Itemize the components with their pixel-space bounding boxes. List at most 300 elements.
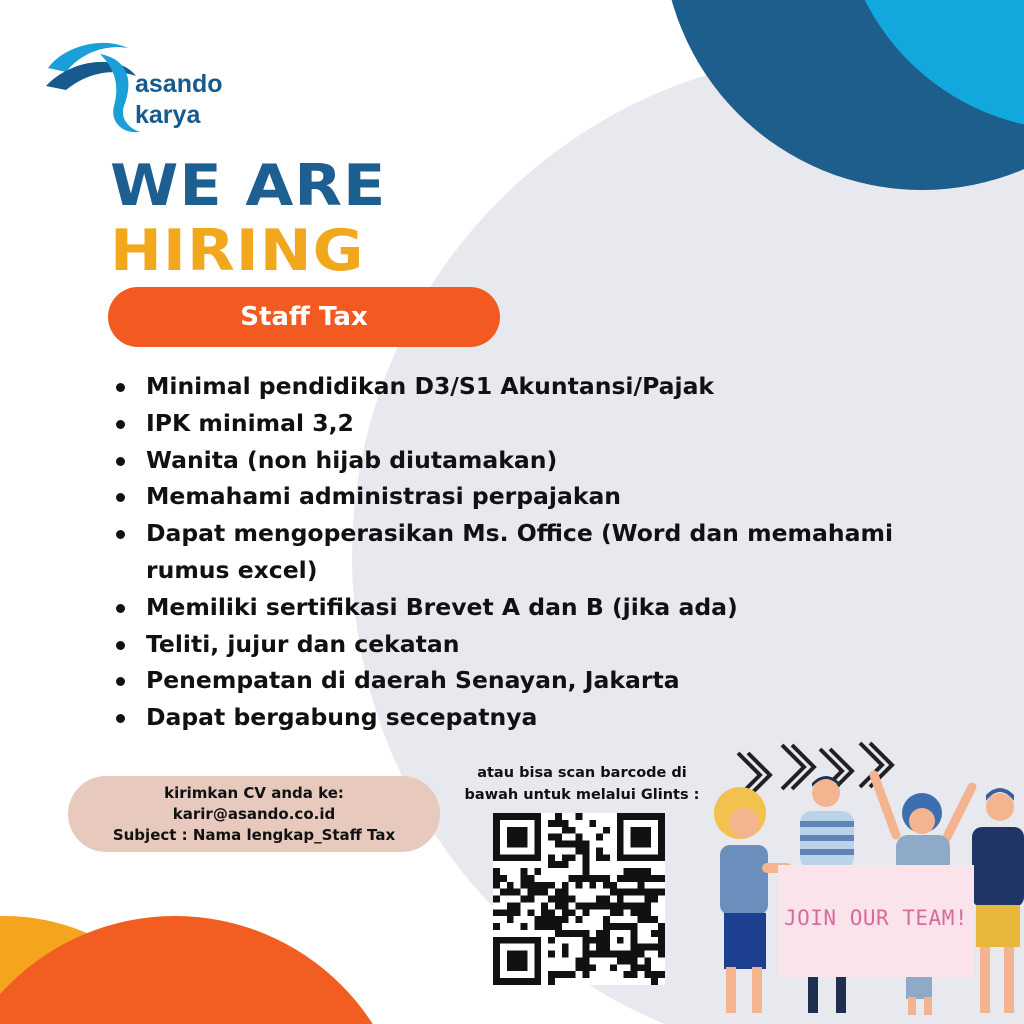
qr-module [582,854,589,861]
qr-module [631,813,638,820]
qr-module [534,820,541,827]
qr-module [582,971,589,978]
qr-module [576,834,583,841]
qr-module [624,951,631,958]
qr-module [651,854,658,861]
qr-module [493,937,500,944]
qr-module [521,882,528,889]
qr-module [562,951,569,958]
qr-module [507,916,514,923]
qr-module [617,841,624,848]
qr-module [507,854,514,861]
qr-module [603,930,610,937]
qr-module [610,964,617,971]
qr-module [500,875,507,882]
qr-module [589,902,596,909]
qr-module [631,889,638,896]
qr-module [603,827,610,834]
qr-module [555,902,562,909]
qr-module [651,978,658,985]
qr-module [631,971,638,978]
qr-module [493,978,500,985]
qr-module [651,889,658,896]
scan-instruction [438,762,726,806]
qr-module [555,841,562,848]
qr-module [644,841,651,848]
qr-module [610,951,617,958]
qr-module [596,937,603,944]
qr-module [521,937,528,944]
qr-module [658,841,665,848]
qr-module [658,930,665,937]
contact-email[interactable]: karir@asando.co.id [172,804,336,823]
qr-module [534,951,541,958]
qr-module [521,957,528,964]
qr-module [644,854,651,861]
qr-module [624,902,631,909]
qr-module [493,868,500,875]
qr-module [596,896,603,903]
qr-module [576,813,583,820]
qr-module [555,813,562,820]
qr-module [644,896,651,903]
qr-module [589,882,596,889]
qr-module [658,854,665,861]
qr-module [493,951,500,958]
qr-module [514,951,521,958]
qr-module [582,930,589,937]
qr-module [624,889,631,896]
qr-module [569,909,576,916]
qr-module [658,971,665,978]
qr-module [631,854,638,861]
qr-module [624,971,631,978]
qr-module [651,896,658,903]
qr-module [631,868,638,875]
company-logo [44,28,244,138]
qr-module [562,854,569,861]
position-title: Staff Tax [240,302,368,332]
qr-module [548,896,555,903]
qr-module [493,813,500,820]
qr-module [555,889,562,896]
qr-module [534,937,541,944]
qr-module [658,875,665,882]
qr-module [582,902,589,909]
qr-module [562,882,569,889]
qr-module [562,861,569,868]
qr-module [493,834,500,841]
qr-module [507,978,514,985]
qr-module [548,861,555,868]
qr-module [644,916,651,923]
qr-module [582,957,589,964]
qr-module [603,916,610,923]
qr-module [589,951,596,958]
qr-module [589,937,596,944]
qr-module [582,951,589,958]
qr-module [644,971,651,978]
qr-module [541,923,548,930]
qr-module [576,930,583,937]
qr-module [617,902,624,909]
headline-hiring: HIRING [110,216,365,284]
qr-module [507,882,514,889]
qr-module [644,889,651,896]
qr-module [493,957,500,964]
qr-module [624,813,631,820]
qr-module [603,951,610,958]
qr-module [493,841,500,848]
requirement-item: Minimal pendidikan D3/S1 Akuntansi/Pajak [116,368,936,405]
qr-module [569,971,576,978]
qr-module [514,964,521,971]
qr-module [541,902,548,909]
qr-module [624,923,631,930]
qr-module [576,964,583,971]
qr-module [534,971,541,978]
qr-module [576,916,583,923]
qr-module [562,889,569,896]
qr-module [514,909,521,916]
contact-subject: Subject : Nama lengkap_Staff Tax [112,825,396,844]
qr-module [562,971,569,978]
qr-module [644,875,651,882]
qr-module [493,882,500,889]
qr-module [637,916,644,923]
qr-module [617,889,624,896]
qr-code[interactable] [493,813,665,985]
qr-module [521,978,528,985]
qr-module [596,951,603,958]
qr-module [644,868,651,875]
qr-module [534,923,541,930]
qr-module [624,875,631,882]
qr-module [507,937,514,944]
qr-module [631,964,638,971]
qr-module [582,964,589,971]
qr-module [507,902,514,909]
qr-module [493,820,500,827]
qr-module [500,909,507,916]
qr-module [637,854,644,861]
qr-module [521,868,528,875]
qr-module [534,847,541,854]
person-4 [972,788,1024,1013]
qr-module [589,820,596,827]
qr-module [617,820,624,827]
qr-module [534,834,541,841]
qr-module [596,854,603,861]
qr-module [534,882,541,889]
qr-module [562,916,569,923]
qr-module [658,937,665,944]
qr-module [610,923,617,930]
qr-module [596,875,603,882]
position-badge [108,287,500,347]
people-holding-sign-illustration [700,735,1024,1024]
qr-module [651,971,658,978]
qr-module [658,820,665,827]
qr-module [527,937,534,944]
qr-module [589,964,596,971]
qr-module [534,957,541,964]
qr-module [658,944,665,951]
qr-module [610,909,617,916]
qr-module [637,841,644,848]
qr-module [493,847,500,854]
qr-module [637,964,644,971]
qr-module [610,902,617,909]
qr-module [514,902,521,909]
qr-module [644,964,651,971]
requirement-item: Dapat mengoperasikan Ms. Office (Word dan memahami rumus excel) [116,515,936,589]
qr-module [658,834,665,841]
qr-module [631,875,638,882]
qr-module [617,951,624,958]
requirement-item: IPK minimal 3,2 [116,405,936,442]
requirement-item: Memiliki sertifikasi Brevet A dan B (jika ada) [116,589,936,626]
qr-module [631,902,638,909]
qr-module [569,875,576,882]
qr-module [534,964,541,971]
qr-module [569,841,576,848]
qr-module [582,841,589,848]
qr-module [576,882,583,889]
qr-module [576,875,583,882]
qr-module [493,964,500,971]
qr-module [521,841,528,848]
qr-module [555,896,562,903]
qr-module [548,978,555,985]
qr-module [624,868,631,875]
qr-module [493,896,500,903]
qr-module [582,937,589,944]
qr-module [507,909,514,916]
requirement-item: Memahami administrasi perpajakan [116,478,936,515]
scan-line-1: atau bisa scan barcode di [477,765,687,781]
qr-module [637,944,644,951]
qr-module [603,923,610,930]
qr-module [548,951,555,958]
qr-module [582,847,589,854]
qr-module [596,847,603,854]
qr-module [631,951,638,958]
qr-module [507,827,514,834]
qr-module [644,944,651,951]
qr-module [507,834,514,841]
qr-module [521,834,528,841]
contact-box [68,776,440,852]
qr-module [596,944,603,951]
qr-module [582,909,589,916]
qr-module [507,889,514,896]
qr-module [637,834,644,841]
qr-module [555,923,562,930]
qr-module [651,875,658,882]
qr-module [644,902,651,909]
qr-module [631,834,638,841]
qr-module [582,868,589,875]
qr-module [500,889,507,896]
qr-module [596,930,603,937]
qr-module [582,861,589,868]
qr-module [521,964,528,971]
qr-module [493,827,500,834]
qr-module [651,944,658,951]
qr-module [631,937,638,944]
qr-module [631,930,638,937]
qr-module [617,896,624,903]
qr-module [500,854,507,861]
qr-module [617,813,624,820]
qr-module [644,957,651,964]
qr-module [624,854,631,861]
qr-module [576,847,583,854]
contact-instruction: kirimkan CV anda ke: [164,783,344,802]
requirements-list [116,368,936,736]
qr-module [582,944,589,951]
qr-module [507,957,514,964]
qr-module [644,813,651,820]
qr-module [603,944,610,951]
requirement-item: Dapat bergabung secepatnya [116,699,936,736]
qr-module [637,882,644,889]
qr-module [576,841,583,848]
qr-module [548,882,555,889]
qr-module [500,937,507,944]
qr-module [507,841,514,848]
qr-module [514,813,521,820]
qr-module [651,813,658,820]
scan-line-2: bawah untuk melalui Glints : [464,787,700,803]
qr-module [534,944,541,951]
qr-module [658,923,665,930]
qr-module [493,971,500,978]
qr-module [637,951,644,958]
qr-module [527,896,534,903]
qr-module [569,930,576,937]
qr-module [603,854,610,861]
qr-module [617,937,624,944]
qr-module [637,902,644,909]
qr-module [514,957,521,964]
qr-module [507,964,514,971]
qr-module [534,889,541,896]
qr-module [555,971,562,978]
qr-module [631,909,638,916]
qr-module [603,937,610,944]
qr-module [548,834,555,841]
qr-module [534,868,541,875]
qr-module [617,957,624,964]
qr-module [521,875,528,882]
qr-module [644,827,651,834]
qr-module [555,820,562,827]
qr-module [658,951,665,958]
qr-module [596,834,603,841]
qr-module [548,971,555,978]
qr-module [603,902,610,909]
qr-module [527,889,534,896]
qr-module [562,944,569,951]
qr-module [610,889,617,896]
qr-module [658,813,665,820]
qr-module [603,875,610,882]
qr-module [548,937,555,944]
qr-module [534,916,541,923]
qr-module [631,957,638,964]
qr-module [493,923,500,930]
logo-text-asando: asando [135,70,223,98]
qr-module [617,909,624,916]
qr-module [562,930,569,937]
qr-module [521,896,528,903]
qr-module [562,820,569,827]
qr-module [548,916,555,923]
qr-module [569,854,576,861]
qr-module [493,875,500,882]
qr-module [521,827,528,834]
qr-module [527,854,534,861]
qr-module [603,882,610,889]
sign-text: JOIN OUR TEAM! [783,906,968,930]
qr-module [555,861,562,868]
qr-module [514,889,521,896]
qr-module [521,813,528,820]
qr-module [617,854,624,861]
qr-module [493,854,500,861]
qr-module [589,875,596,882]
qr-module [507,951,514,958]
qr-module [617,827,624,834]
qr-module [617,875,624,882]
qr-module [631,923,638,930]
qr-module [493,909,500,916]
qr-module [527,875,534,882]
qr-module [637,813,644,820]
qr-module [548,909,555,916]
qr-module [631,944,638,951]
qr-module [500,813,507,820]
qr-module [514,854,521,861]
qr-module [569,827,576,834]
qr-module [617,847,624,854]
qr-module [651,930,658,937]
qr-module [555,930,562,937]
qr-module [527,909,534,916]
qr-module [569,896,576,903]
qr-module [603,896,610,903]
qr-module [562,896,569,903]
qr-module [514,937,521,944]
qr-module [637,868,644,875]
qr-module [644,834,651,841]
qr-module [548,820,555,827]
qr-module [514,827,521,834]
headline-we-are: WE ARE [110,151,387,219]
qr-module [555,834,562,841]
qr-module [658,847,665,854]
qr-module [555,916,562,923]
qr-module [658,889,665,896]
qr-module [631,827,638,834]
qr-module [534,813,541,820]
qr-module [617,834,624,841]
qr-module [548,923,555,930]
qr-module [527,978,534,985]
qr-module [541,916,548,923]
